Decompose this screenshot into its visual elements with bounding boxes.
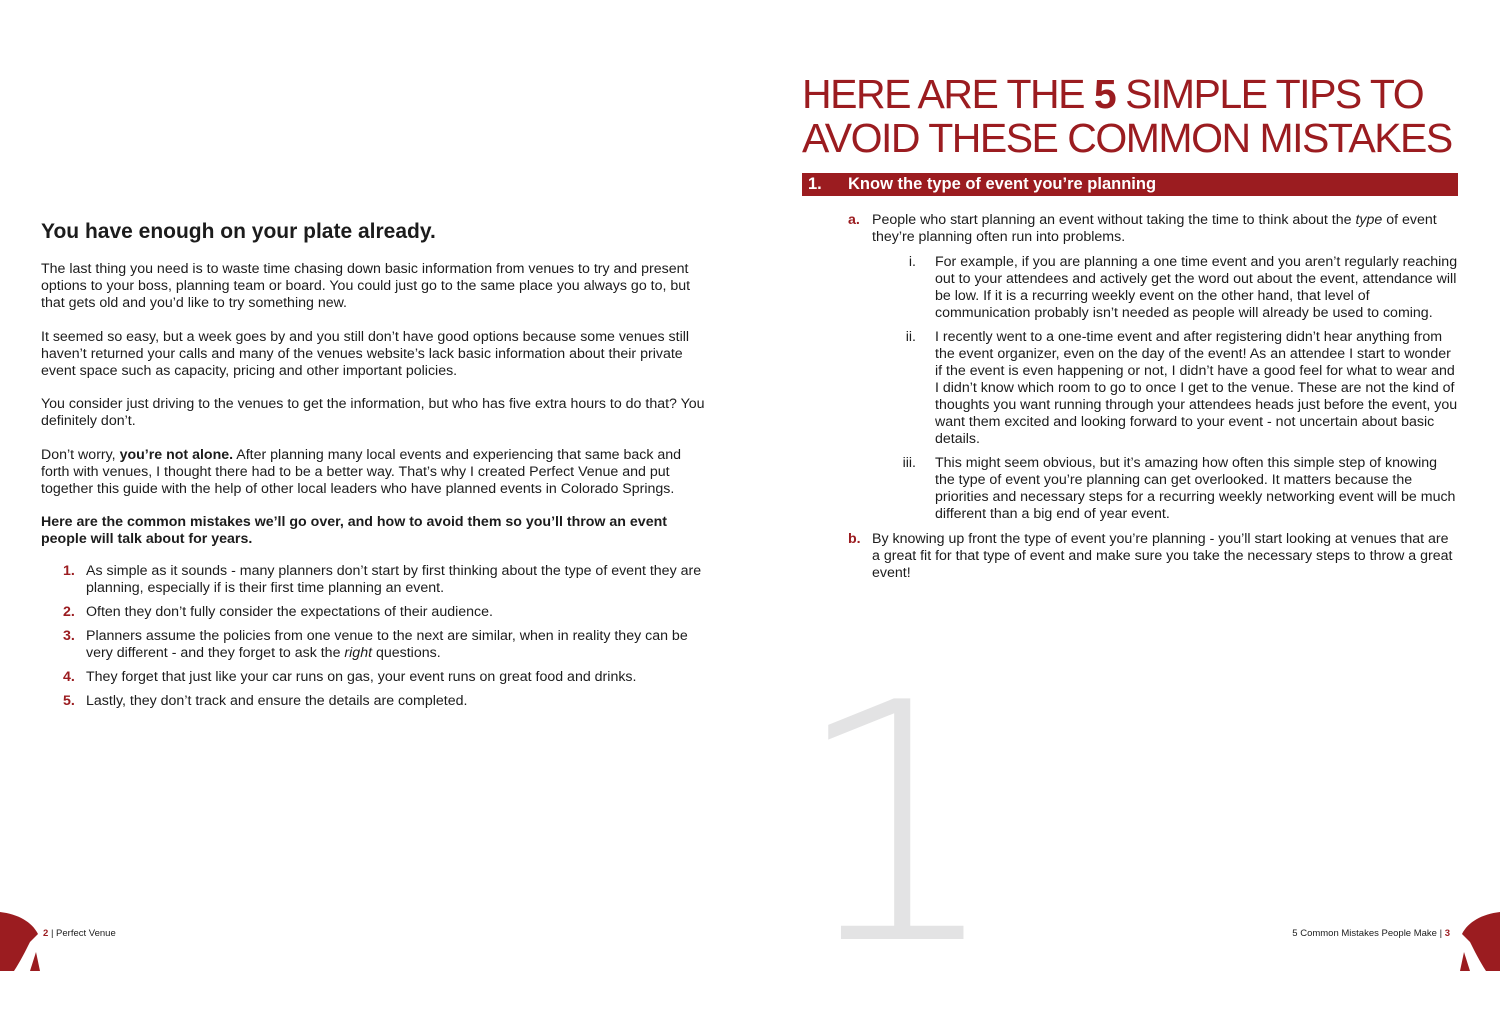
left-page-heading: You have enough on your plate already. [41, 220, 436, 243]
roman-item [872, 329, 1458, 448]
p4-start: Don’t worry, [41, 446, 120, 463]
tips-title [802, 72, 1452, 160]
page-number-right: 3 [1444, 928, 1450, 939]
roman-item [872, 254, 1458, 322]
p4-bold: you’re not alone. [119, 446, 234, 463]
footer-left [43, 928, 116, 939]
roman-marker: ii. [905, 329, 916, 345]
big-section-number: 1 [792, 633, 1002, 1017]
corner-ornament-right [1460, 912, 1500, 971]
list-item-number: 2. [63, 604, 75, 620]
list-item [63, 693, 706, 710]
roman-marker: i. [908, 254, 916, 270]
sub-point-marker: b. [848, 531, 861, 547]
intro-paragraph-1: The last thing you need is to waste time chasing down basic information from venues to try and present options to your boss, planning team or board. You could just go to the same place you always go to, but that gets old and you’d like to try something new. [41, 261, 691, 311]
list-item [63, 628, 706, 662]
footer-right [1292, 928, 1450, 939]
tips-title-pre: HERE ARE THE [802, 71, 1094, 117]
section-number: 1. [808, 175, 822, 193]
right-page [750, 0, 1500, 1017]
p4-rest: After planning many local events and experiencing that same back and forth with venues, I thought there had to be a better way. That’s why I created Perfect Venue and put together this guide with the help of other local leaders who have planned events in Colorado Springs. [41, 446, 682, 497]
sub-point-a [802, 212, 1458, 523]
sub-point-b [802, 531, 1458, 582]
page-number-left: 2 [43, 928, 49, 939]
list-item [63, 604, 706, 621]
mistakes-lead: Here are the common mistakes we’ll go over, and how to avoid them so you’ll throw an event people will talk about for years. [41, 514, 667, 547]
footer-right-label: 5 Common Mistakes People Make | [1292, 928, 1443, 939]
tips-title-post: SIMPLE TIPS TO [1115, 71, 1424, 117]
sub-point-a-text-start: People who start planning an event without taking the time to think about the [872, 212, 1356, 228]
sub-point-a-text-end: of event they’re planning often run into problems. [872, 212, 1437, 245]
sub-point-a-emphasis: type [1355, 212, 1383, 228]
section-header-bar [802, 173, 1458, 196]
section-title: Know the type of event you’re planning [848, 175, 1157, 193]
roman-marker: iii. [902, 455, 916, 471]
list-item-text: Often they don’t fully consider the expectations of their audience. [86, 604, 493, 620]
intro-paragraph-2: It seemed so easy, but a week goes by and you still don’t have good options because some venues still haven’t returned your calls and many of the venues website’s lack basic information about their private event space such as capacity, pricing and other important policies. [41, 328, 690, 379]
roman-item [872, 455, 1458, 523]
tip-body [802, 212, 1458, 590]
roman-item-text: I recently went to a one-time event and after registering didn’t hear anything from the event organizer, even on the day of the event! As an attendee I start to wonder if the event is even happening or not, I didn’t have a good feel for what to wear and I didn’t know which room to go to once I get to the venue. These are not the kind of thoughts you want running through your attendees heads just before the event, you want them excited and looking forward to your event - not uncertain about basic details. [935, 329, 1458, 447]
sub-point-b-text: By knowing up front the type of event you’re planning - you’ll start looking at venues that are a great fit for that type of event and make sure you take the necessary steps to throw a great event! [872, 531, 1453, 581]
footer-left-label: | Perfect Venue [50, 928, 116, 939]
roman-list [872, 254, 1458, 523]
list-item-text: As simple as it sounds - many planners don’t start by first thinking about the type of event they are planning, especially if is their first time planning an event. [86, 563, 702, 596]
list-item-text: Lastly, they don’t track and ensure the details are completed. [86, 693, 468, 709]
tips-title-line2: AVOID THESE COMMON MISTAKES [802, 115, 1452, 161]
list-item-number: 1. [63, 563, 75, 579]
list-item-number: 3. [63, 628, 75, 644]
left-page [0, 0, 750, 971]
left-page-body [41, 261, 706, 717]
list-item-number: 5. [63, 693, 75, 709]
sub-point-marker: a. [848, 212, 860, 228]
list-item [63, 669, 706, 686]
corner-ornament-left [0, 912, 40, 971]
list-item [63, 563, 706, 597]
list-item-text-end: questions. [372, 645, 441, 661]
tips-title-count: 5 [1093, 71, 1116, 117]
list-item-text-emphasis: right [344, 645, 373, 661]
list-item-text-start: Planners assume the policies from one venue to the next are similar, when in reality they can be very different - and they forget to ask the [86, 628, 688, 661]
roman-item-text: For example, if you are planning a one time event and you aren’t regularly reaching out to your attendees and actively get the word out about the event, attendance will be low. If it is a recurring weekly event on the other hand, that level of communication probably isn’t needed as people will already be used to coming. [935, 254, 1458, 321]
list-item-number: 4. [63, 669, 75, 685]
intro-paragraph-4 [41, 447, 706, 498]
list-item-text: They forget that just like your car runs on gas, your event runs on great food and drinks. [86, 669, 637, 685]
intro-paragraph-3: You consider just driving to the venues to get the information, but who has five extra hours to do that? You definitely don’t. [41, 396, 705, 429]
roman-item-text: This might seem obvious, but it’s amazing how often this simple step of knowing the type of event you’re planning can get overlooked. It matters because the priorities and necessary steps for a recurring weekly networking event will be much different than a big end of year event. [935, 455, 1456, 522]
mistake-list [41, 563, 706, 710]
